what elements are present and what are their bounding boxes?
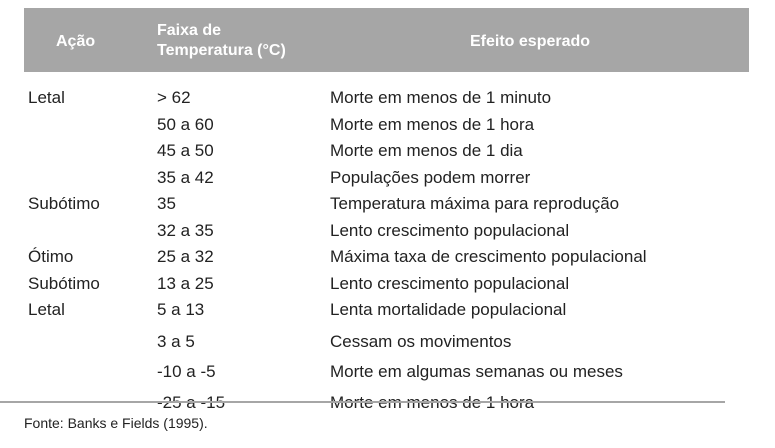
table-row xyxy=(24,217,749,244)
table-row xyxy=(24,328,749,355)
table-row xyxy=(24,164,749,191)
header-faixa-line2: Temperatura (°C) xyxy=(157,42,286,59)
table-row xyxy=(24,190,749,217)
efeito-cell: Populações podem morrer xyxy=(330,168,531,187)
faixa-cell: 5 a 13 xyxy=(157,300,205,319)
table-row xyxy=(24,270,749,297)
header-faixa xyxy=(157,21,286,61)
table-row xyxy=(24,137,749,164)
header-acao: Ação xyxy=(56,33,96,50)
table-bottom-rule xyxy=(0,401,725,403)
faixa-cell: 35 xyxy=(157,194,176,213)
acao-cell: Ótimo xyxy=(28,247,74,266)
table-row xyxy=(24,243,749,270)
efeito-cell: Morte em menos de 1 dia xyxy=(330,141,523,160)
faixa-cell: -10 a -5 xyxy=(157,362,216,381)
table-row xyxy=(24,111,749,138)
temperature-effects-table xyxy=(24,8,749,410)
faixa-cell: 13 a 25 xyxy=(157,274,214,293)
acao-cell: Subótimo xyxy=(28,274,100,293)
acao-cell: Subótimo xyxy=(28,194,100,213)
efeito-cell: Cessam os movimentos xyxy=(330,332,512,351)
acao-cell: Letal xyxy=(28,300,65,319)
table-body xyxy=(24,72,749,410)
faixa-cell: 32 a 35 xyxy=(157,221,214,240)
efeito-cell: Morte em menos de 1 minuto xyxy=(330,88,552,107)
faixa-cell: 25 a 32 xyxy=(157,247,214,266)
efeito-cell: Morte em menos de 1 hora xyxy=(330,115,535,134)
header-faixa-line1: Faixa de xyxy=(157,22,222,39)
efeito-cell: Temperatura máxima para reprodução xyxy=(330,194,620,213)
table-header xyxy=(24,8,749,72)
header-efeito: Efeito esperado xyxy=(470,33,591,50)
efeito-cell: Lento crescimento populacional xyxy=(330,221,570,240)
table-row xyxy=(24,296,749,323)
efeito-cell: Máxima taxa de crescimento populacional xyxy=(330,247,647,266)
efeito-cell: Morte em algumas semanas ou meses xyxy=(330,362,623,381)
faixa-cell: 35 a 42 xyxy=(157,168,214,187)
table-row xyxy=(24,84,749,111)
source-note: Fonte: Banks e Fields (1995). xyxy=(24,415,208,431)
acao-cell: Letal xyxy=(28,88,65,107)
faixa-cell: > 62 xyxy=(157,88,191,107)
efeito-cell: Lento crescimento populacional xyxy=(330,274,570,293)
faixa-cell: 45 a 50 xyxy=(157,141,214,160)
efeito-cell: Lenta mortalidade populacional xyxy=(330,300,567,319)
faixa-cell: 50 a 60 xyxy=(157,115,214,134)
table-row xyxy=(24,358,749,385)
faixa-cell: 3 a 5 xyxy=(157,332,195,351)
